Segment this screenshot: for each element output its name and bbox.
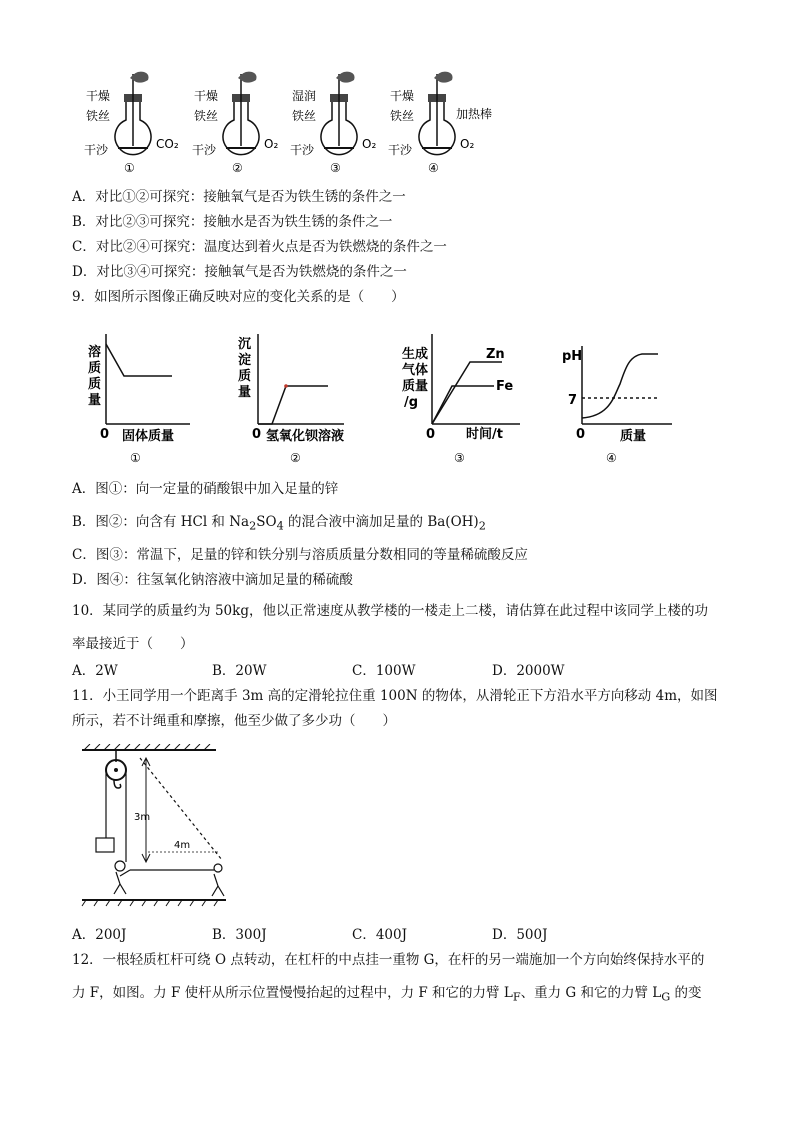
graph-4-curve	[582, 354, 658, 418]
q8-option-b: B．对比②③可探究：接触水是否为铁生锈的条件之一	[72, 214, 393, 230]
graph-1-number: ①	[130, 451, 141, 465]
graph-1	[88, 334, 190, 465]
graph-3-origin: 0	[426, 427, 436, 442]
graph-3-series-fe: Fe	[496, 379, 514, 394]
graph-1-xlabel: 固体质量	[122, 429, 175, 444]
flask-gas-label: O₂	[264, 137, 279, 151]
q10-option-d: D．2000W	[492, 663, 565, 679]
graph-3-ylabel-1: 气体	[402, 363, 429, 378]
q12-stem-line1: 12．一根轻质杠杆可绕 O 点转动，在杠杆的中点挂一重物 G，在杆的另一端施加一个方向始终保持水平的	[72, 952, 705, 968]
graph-3-fe-line	[432, 386, 494, 424]
q12-stem-line2-a: 力 F，如图。力 F 使杆从所示位置慢慢抬起的过程中，力 F 和它的力臂 L	[72, 985, 513, 1001]
graph-2-origin: 0	[252, 427, 262, 442]
q11-option-c: C．400J	[352, 927, 408, 943]
graph-3-ylabel-0: 生成	[402, 347, 429, 362]
flask-gas-label: O₂	[460, 137, 475, 151]
flask-top-label: 湿润	[292, 89, 317, 103]
flask-base-label: 干沙	[388, 143, 413, 157]
label-4m: 4m	[174, 840, 191, 851]
flask-top-label: 干燥	[390, 89, 415, 103]
q8-option-c: C．对比②④可探究：温度达到着火点是否为铁燃烧的条件之一	[72, 239, 447, 255]
graph-4	[562, 346, 672, 465]
q10-option-c: C．100W	[352, 663, 416, 679]
q12-sub-f: F	[512, 990, 521, 1004]
flask-base-label: 干沙	[290, 143, 315, 157]
graph-1-origin: 0	[100, 427, 110, 442]
flask-top-label: 干燥	[86, 89, 111, 103]
q9-option-b-sub2: 4	[276, 519, 284, 533]
q9-option-b-mid: SO	[256, 514, 277, 530]
flask-extra-label: 加热棒	[456, 107, 493, 121]
graph-2	[238, 334, 344, 465]
graph-2-number: ②	[290, 451, 301, 465]
graph-3-series-zn: Zn	[486, 347, 505, 362]
flask-figure-3	[290, 72, 376, 175]
flask-gas-label: CO₂	[156, 137, 179, 151]
label-3m: 3m	[134, 812, 151, 823]
q11-pulley-figure	[76, 744, 236, 914]
flask-gas-label: O₂	[362, 137, 377, 151]
q12-stem-line2-c: 的变	[670, 985, 702, 1001]
graph-1-ylabel-0: 溶	[88, 345, 102, 360]
flask-mid-label: 铁丝	[292, 109, 317, 123]
graph-4-xlabel: 质量	[620, 429, 647, 444]
flask-mid-label: 铁丝	[86, 109, 111, 123]
pulley-diagram	[76, 744, 236, 914]
q9-option-a: A．图①：向一定量的硝酸银中加入足量的锌	[72, 481, 339, 497]
graph-4-origin: 0	[576, 427, 586, 442]
q11-stem-line2: 所示，若不计绳重和摩擦，他至少做了多少功（ ）	[72, 713, 396, 729]
flask-figure-number: ②	[232, 161, 243, 175]
graph-3-ylabel-2: 质量	[402, 379, 429, 394]
q12-sub-g: G	[661, 990, 671, 1004]
graph-2-ylabel-2: 质	[238, 369, 252, 384]
graph-4-ylabel: pH	[562, 349, 583, 364]
weight-block	[96, 838, 114, 852]
q10-option-b: B．20W	[212, 663, 267, 679]
graph-3-zn-line	[432, 362, 502, 424]
graph-1-ylabel-1: 质	[88, 361, 102, 376]
q9-graphs	[82, 326, 702, 468]
q9-stem: 9．如图所示图像正确反映对应的变化关系的是（ ）	[72, 289, 405, 305]
q11-option-a: A．200J	[72, 927, 127, 943]
flask-figure-2	[192, 72, 278, 175]
graph-4-number: ④	[606, 451, 617, 465]
graph-3	[402, 334, 520, 465]
flask-base-label: 干沙	[84, 143, 109, 157]
q11-stem-line1: 11．小王同学用一个距离手 3m 高的定滑轮拉住重 100N 的物体，从滑轮正下方沿水平方向移动 4m，如图	[72, 688, 718, 704]
graph-2-point	[284, 384, 288, 388]
q9-option-b-sub1: 2	[249, 519, 257, 533]
graph-3-xlabel: 时间/t	[466, 427, 503, 442]
flask-figure-number: ④	[428, 161, 439, 175]
q8-option-a: A．对比①②可探究：接触氧气是否为铁生锈的条件之一	[72, 189, 406, 205]
flask-figure-number: ①	[124, 161, 135, 175]
flask-diagrams	[82, 68, 522, 180]
graph-2-ylabel-0: 沉	[238, 337, 252, 352]
q11-option-d: D．500J	[492, 927, 548, 943]
q12-stem-line2-b: 、重力 G 和它的力臂 L	[520, 985, 662, 1001]
flask-figure-1	[84, 72, 179, 175]
graph-2-xlabel: 氢氧化钡溶液	[266, 429, 345, 444]
flask-mid-label: 铁丝	[390, 109, 415, 123]
graph-2-curve	[258, 386, 328, 424]
graph-2-ylabel-3: 量	[238, 385, 252, 400]
q8-figures	[82, 68, 522, 180]
graph-3-ylabel-3: /g	[404, 395, 419, 410]
graph-1-ylabel-3: 量	[88, 393, 102, 408]
q10-stem-line1: 10．某同学的质量约为 50kg，他以正常速度从教学楼的一楼走上二楼，请估算在此过程中该同学上楼的功	[72, 603, 708, 619]
graph-4-tick-7: 7	[568, 393, 578, 408]
hook	[114, 780, 121, 788]
q9-option-b-sub3: 2	[478, 519, 486, 533]
flask-base-label: 干沙	[192, 143, 217, 157]
q11-option-b: B．300J	[212, 927, 267, 943]
graph-3-number: ③	[454, 451, 465, 465]
q9-option-d: D．图④：往氢氧化钠溶液中滴加足量的稀硫酸	[72, 572, 353, 588]
q9-option-b	[72, 512, 486, 537]
q9-option-c: C．图③：常温下，足量的锌和铁分别与溶质质量分数相同的等量稀硫酸反应	[72, 547, 528, 563]
flask-mid-label: 铁丝	[194, 109, 219, 123]
q12-stem-line2	[72, 983, 702, 1008]
q10-stem-line2: 率最接近于（ ）	[72, 636, 194, 652]
person-head	[115, 861, 125, 871]
q8-option-d: D．对比③④可探究：接触氧气是否为铁燃烧的条件之一	[72, 264, 407, 280]
q10-option-a: A．2W	[72, 663, 118, 679]
graph-set	[82, 326, 702, 468]
graph-1-curve	[106, 344, 172, 376]
flask-top-label: 干燥	[194, 89, 219, 103]
q9-option-b-pre: B．图②：向含有 HCl 和 Na	[72, 514, 250, 530]
graph-2-ylabel-1: 淀	[238, 353, 252, 368]
graph-1-ylabel-2: 质	[88, 377, 102, 392]
flask-figure-number: ③	[330, 161, 341, 175]
q9-option-b-post: 的混合液中滴加足量的 Ba(OH)	[283, 514, 479, 530]
flask-figure-4	[388, 72, 492, 175]
